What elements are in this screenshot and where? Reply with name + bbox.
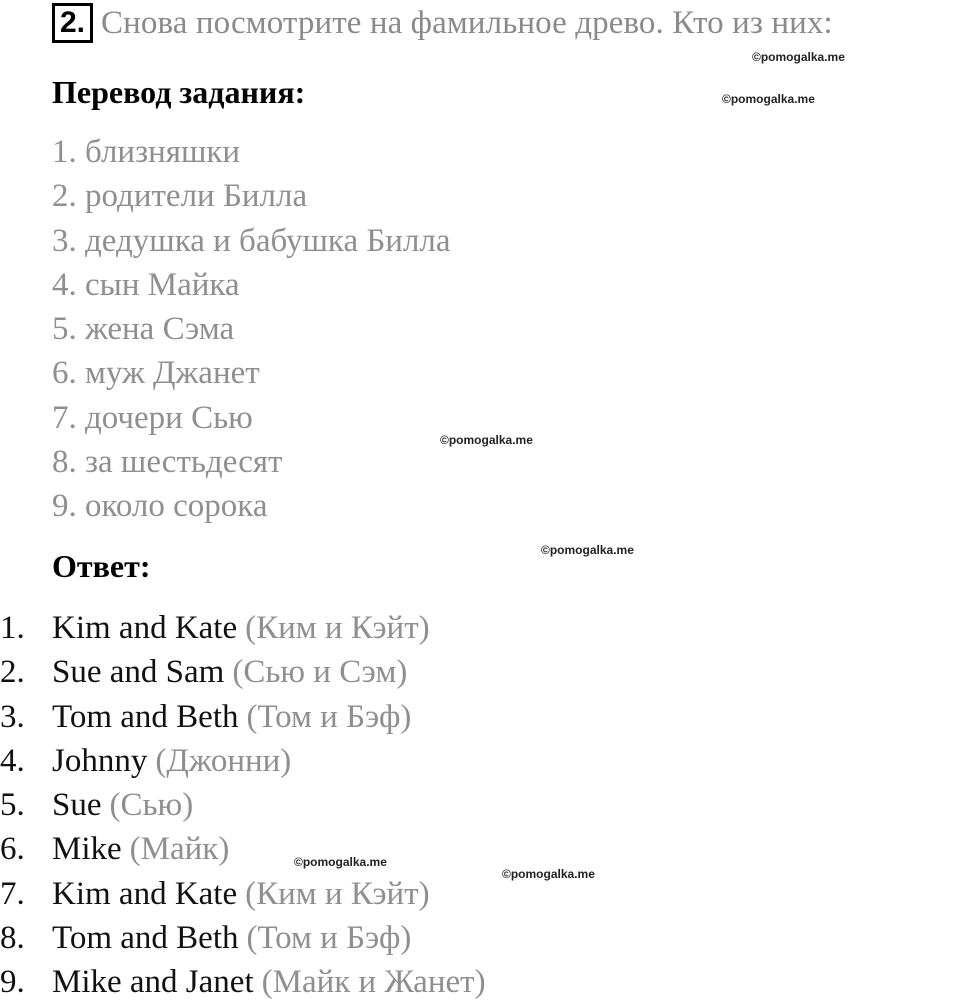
answer-item — [0, 872, 486, 916]
answer-item — [0, 916, 486, 960]
watermark: ©pomogalka.me — [502, 867, 595, 881]
answer-english: Tom and Beth — [52, 920, 239, 957]
translation-item: 6. муж Джанет — [52, 355, 260, 392]
answer-number: 1. — [0, 610, 25, 646]
answer-russian: (Джонни) — [155, 742, 292, 779]
answer-english: Johnny — [52, 742, 148, 779]
answer-russian: (Сью и Сэм) — [232, 654, 408, 691]
answer-english: Mike and Janet — [52, 964, 254, 1001]
answer-item — [0, 827, 486, 871]
translation-item: 9. около сорока — [52, 488, 268, 525]
answer-english: Sue and Sam — [52, 654, 225, 691]
answer-number: 8. — [0, 920, 25, 957]
answer-russian: (Ким и Кэйт) — [245, 610, 430, 646]
answer-item — [0, 650, 486, 694]
answer-number: 4. — [0, 742, 25, 779]
answer-item — [0, 606, 486, 650]
watermark: ©pomogalka.me — [440, 433, 533, 447]
answer-russian: (Том и Бэф) — [246, 920, 412, 957]
answer-russian: (Том и Бэф) — [246, 698, 412, 735]
task-header — [52, 3, 833, 43]
answer-number: 7. — [0, 875, 25, 912]
translation-item: 2. родители Билла — [52, 178, 308, 215]
answer-russian: (Майк и Жанет) — [261, 964, 486, 1001]
answer-english: Kim and Kate — [52, 875, 238, 912]
answer-number: 3. — [0, 698, 25, 735]
task-instruction: Снова посмотрите на фамильное древо. Кто из них: — [101, 4, 833, 41]
answer-english: Kim and Kate — [52, 610, 238, 646]
watermark: ©pomogalka.me — [722, 92, 815, 106]
translation-item: 4. сын Майка — [52, 266, 240, 303]
translation-item: 5. жена Сэма — [52, 311, 235, 348]
answer-title: Ответ: — [52, 548, 151, 584]
answer-english: Sue — [52, 787, 102, 824]
translation-item: 3. дедушка и бабушка Билла — [52, 222, 451, 259]
translation-item: 1. близняшки — [52, 134, 241, 170]
answer-russian: (Ким и Кэйт) — [245, 875, 430, 912]
watermark: ©pomogalka.me — [541, 543, 634, 557]
answer-item — [0, 739, 486, 783]
answer-english: Tom and Beth — [52, 698, 239, 735]
answer-number: 2. — [0, 654, 25, 691]
answer-number: 6. — [0, 831, 25, 868]
answer-number: 5. — [0, 787, 25, 824]
answer-number: 9. — [0, 964, 25, 1001]
answer-english: Mike — [52, 831, 122, 868]
watermark: ©pomogalka.me — [294, 855, 387, 869]
answer-item — [0, 783, 486, 827]
watermark: ©pomogalka.me — [752, 50, 845, 64]
answer-list — [0, 606, 486, 1005]
translation-title: Перевод задания: — [52, 74, 306, 110]
answer-item — [0, 960, 486, 1004]
translation-item: 8. за шестьдесят — [52, 444, 283, 481]
translation-item: 7. дочери Сью — [52, 399, 253, 436]
answer-russian: (Майк) — [129, 831, 230, 868]
task-number-badge: 2. — [52, 3, 93, 43]
answer-item — [0, 695, 486, 739]
answer-russian: (Сью) — [109, 787, 194, 824]
translation-list — [52, 130, 451, 529]
